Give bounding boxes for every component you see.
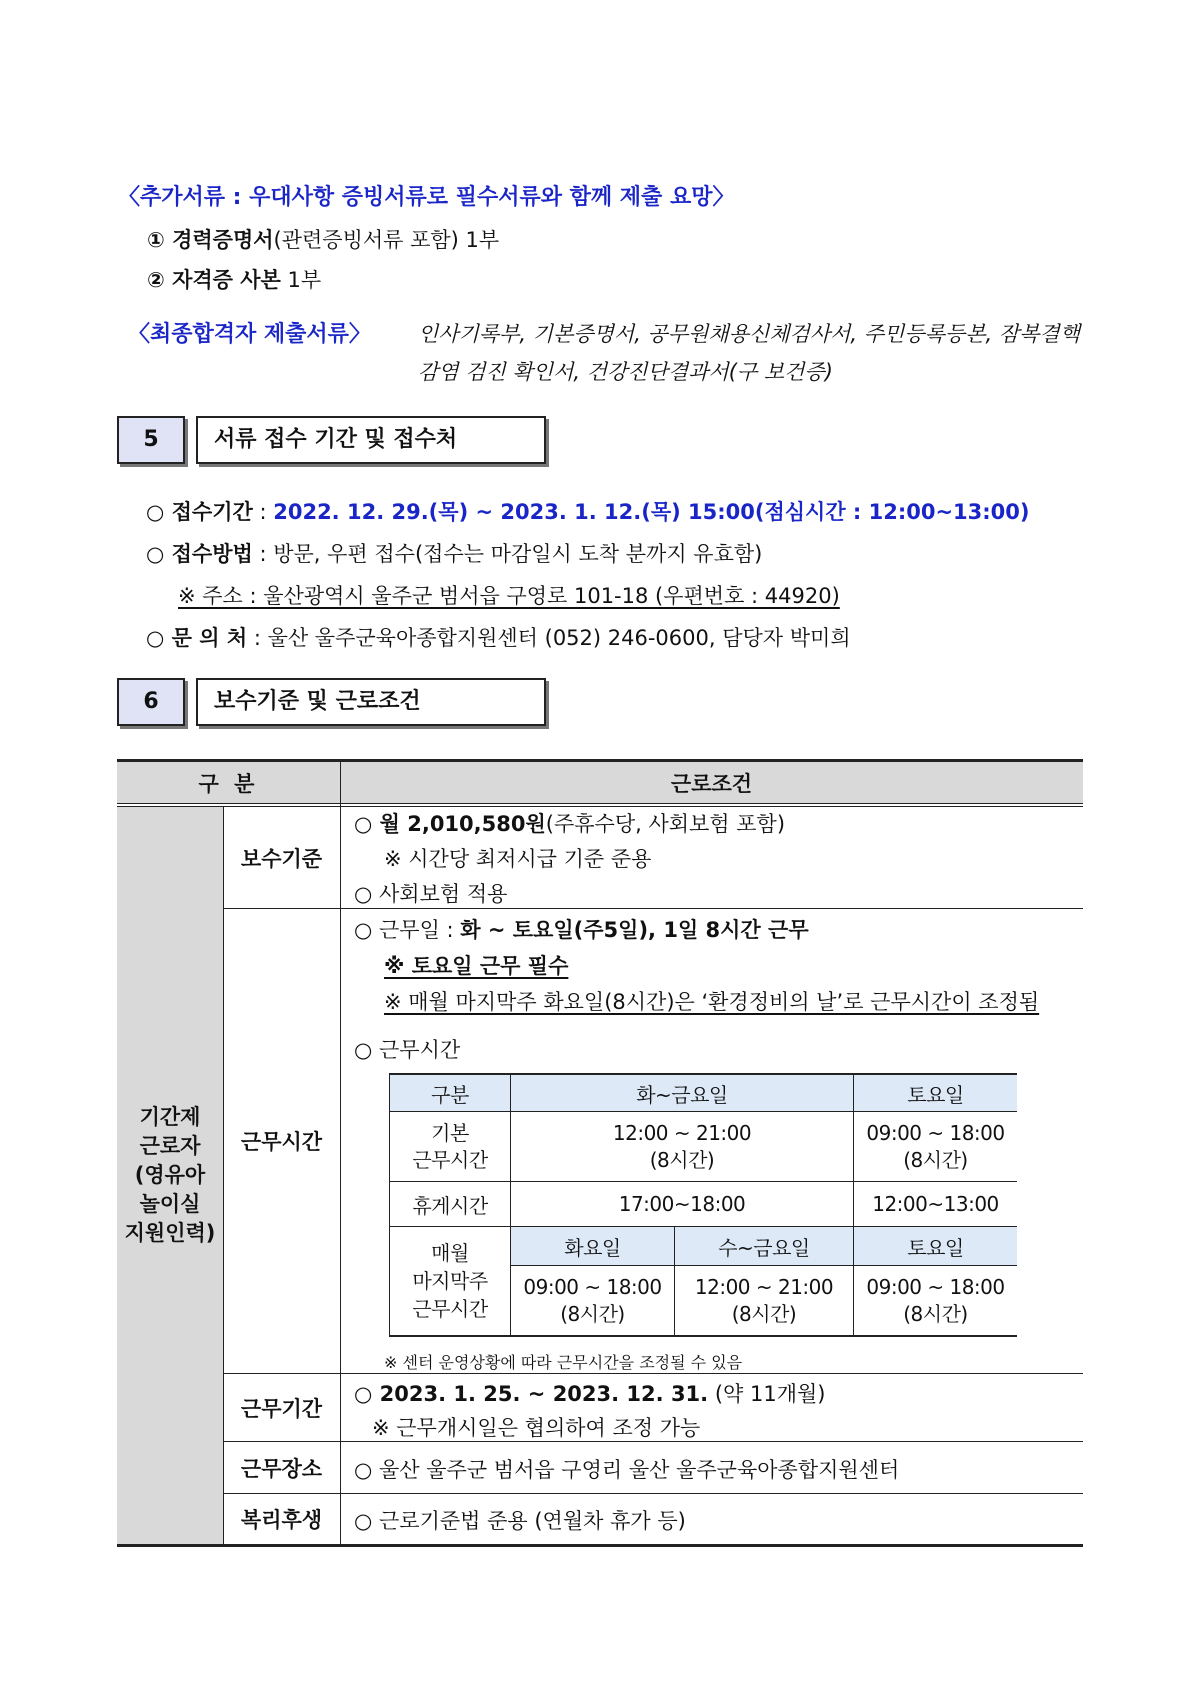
reception-contact-label: ○ 문 의 처 (146, 626, 248, 650)
section-5-number: 5 (117, 416, 185, 464)
schedule-break-label: 휴게시간 (412, 1193, 488, 1218)
header-category: 구 분 (198, 772, 259, 796)
schedule-header-sat: 토요일 (907, 1082, 964, 1107)
period-label: 근무기간 (240, 1396, 323, 1421)
extra-docs-item-2-name: ② 자격증 사본 (147, 268, 281, 292)
pay-line-3: ○ 사회보험 적용 (354, 882, 508, 906)
hours-workday-prefix: ○ 근무일 : (354, 918, 461, 942)
hours-line-4: ○ 근무시간 (354, 1038, 461, 1062)
period-dates: ○ 2023. 1. 25. ~ 2023. 12. 31. (354, 1382, 709, 1406)
reception-period-label: ○ 접수기간 (146, 500, 253, 524)
hours-line-1 (354, 914, 809, 944)
schedule-last-tue: 09:00 ~ 18:00 (8시간) (523, 1274, 662, 1326)
section-6-number: 6 (117, 678, 185, 726)
reception-period-value: 2022. 12. 29.(목) ~ 2023. 1. 12.(목) 15:00(점심시간 : 12:00~13:00) (273, 500, 1030, 524)
schedule-basic-label: 기본 근무시간 (412, 1120, 488, 1172)
hours-label: 근무시간 (240, 1130, 323, 1154)
reception-address: ※ 주소 : 울산광역시 울주군 범서읍 구영로 101-18 (우편번호 : 44920) (178, 584, 840, 608)
welfare-value: ○ 근로기준법 준용 (연월차 휴가 등) (354, 1509, 686, 1533)
period-duration: (약 11개월) (708, 1382, 826, 1406)
schedule-basic-sat: 09:00 ~ 18:00 (8시간) (866, 1120, 1005, 1172)
final-docs-title: 〈최종합격자 제출서류〉 (128, 322, 371, 347)
final-docs-line-2: 감염 검진 확인서, 건강진단결과서(구 보건증) (418, 360, 833, 384)
extra-docs-item-1 (147, 224, 499, 254)
group-label: 기간제 근로자 (영유아 놀이실 지원인력) (124, 1105, 216, 1245)
pay-amount-note: (주휴수당, 사회보험 포함) (545, 812, 786, 836)
schedule-last-header-tue: 화요일 (564, 1236, 621, 1260)
hours-line-3: ※ 매월 마지막주 화요일(8시간)은 ‘환경정비의 날’로 근무시간이 조정됨 (384, 990, 1040, 1014)
schedule-last-header-wed-fri: 수~금요일 (718, 1236, 810, 1260)
reception-contact-value: : 울산 울주군육아종합지원센터 (052) 246-0600, 담당자 박미희 (253, 626, 851, 650)
hours-note: ※ 센터 운영상황에 따라 근무시간을 조정될 수 있음 (384, 1353, 743, 1372)
header-conditions: 근로조건 (670, 772, 753, 796)
schedule-last-sat: 09:00 ~ 18:00 (8시간) (866, 1274, 1005, 1326)
extra-docs-item-1-name: ① 경력증명서 (147, 228, 274, 252)
extra-docs-item-2 (147, 264, 321, 294)
section-6-title: 보수기준 및 근로조건 (196, 678, 546, 726)
pay-amount: ○ 월 2,010,580원 (354, 812, 546, 836)
reception-method (146, 538, 762, 568)
schedule-last-week-label: 매월 마지막주 근무시간 (412, 1241, 488, 1321)
extra-docs-item-1-detail: (관련증빙서류 포함) 1부 (273, 228, 500, 252)
schedule-basic-weekday: 12:00 ~ 21:00 (8시간) (612, 1120, 752, 1172)
schedule-last-wed-fri: 12:00 ~ 21:00 (8시간) (694, 1274, 834, 1326)
welfare-label: 복리후생 (240, 1508, 323, 1532)
extra-docs-title: 〈추가서류 : 우대사항 증빙서류로 필수서류와 함께 제출 요망〉 (118, 185, 735, 210)
place-label: 근무장소 (240, 1456, 323, 1481)
section-5-title: 서류 접수 기간 및 접수처 (196, 416, 546, 464)
schedule-header-gubun: 구분 (431, 1082, 469, 1107)
pay-line-2: ※ 시간당 최저시급 기준 준용 (384, 847, 652, 871)
pay-label: 보수기준 (240, 846, 323, 871)
period-line-2: ※ 근무개시일은 협의하여 조정 가능 (372, 1416, 701, 1440)
schedule-break-weekday: 17:00~18:00 (618, 1192, 746, 1216)
schedule-last-header-sat: 토요일 (907, 1236, 964, 1260)
hours-line-2: ※ 토요일 근무 필수 (384, 954, 569, 978)
final-docs-line-1: 인사기록부, 기본증명서, 공무원채용신체검사서, 주민등록등본, 잠복결핵 (418, 322, 1080, 346)
schedule-break-sat: 12:00~13:00 (872, 1192, 999, 1216)
place-value: ○ 울산 울주군 범서읍 구영리 울산 울주군육아종합지원센터 (354, 1458, 900, 1482)
reception-method-label: ○ 접수방법 (146, 542, 253, 566)
reception-contact (146, 622, 851, 652)
pay-line-1 (354, 808, 785, 838)
reception-method-value: : 방문, 우편 접수(접수는 마감일시 도착 분까지 유효함) (259, 542, 763, 566)
extra-docs-item-2-detail: 1부 (280, 268, 322, 292)
hours-workday-value: 화 ~ 토요일(주5일), 1일 8시간 근무 (460, 918, 809, 942)
reception-period: ○ 접수기간 : 2022. 12. 29.(목) ~ 2023. 1. 12.(목) 15:00(점심시간 : 12:00~13:00) (146, 500, 1030, 524)
period-line-1 (354, 1378, 825, 1408)
schedule-header-tue-fri: 화~금요일 (636, 1082, 728, 1107)
